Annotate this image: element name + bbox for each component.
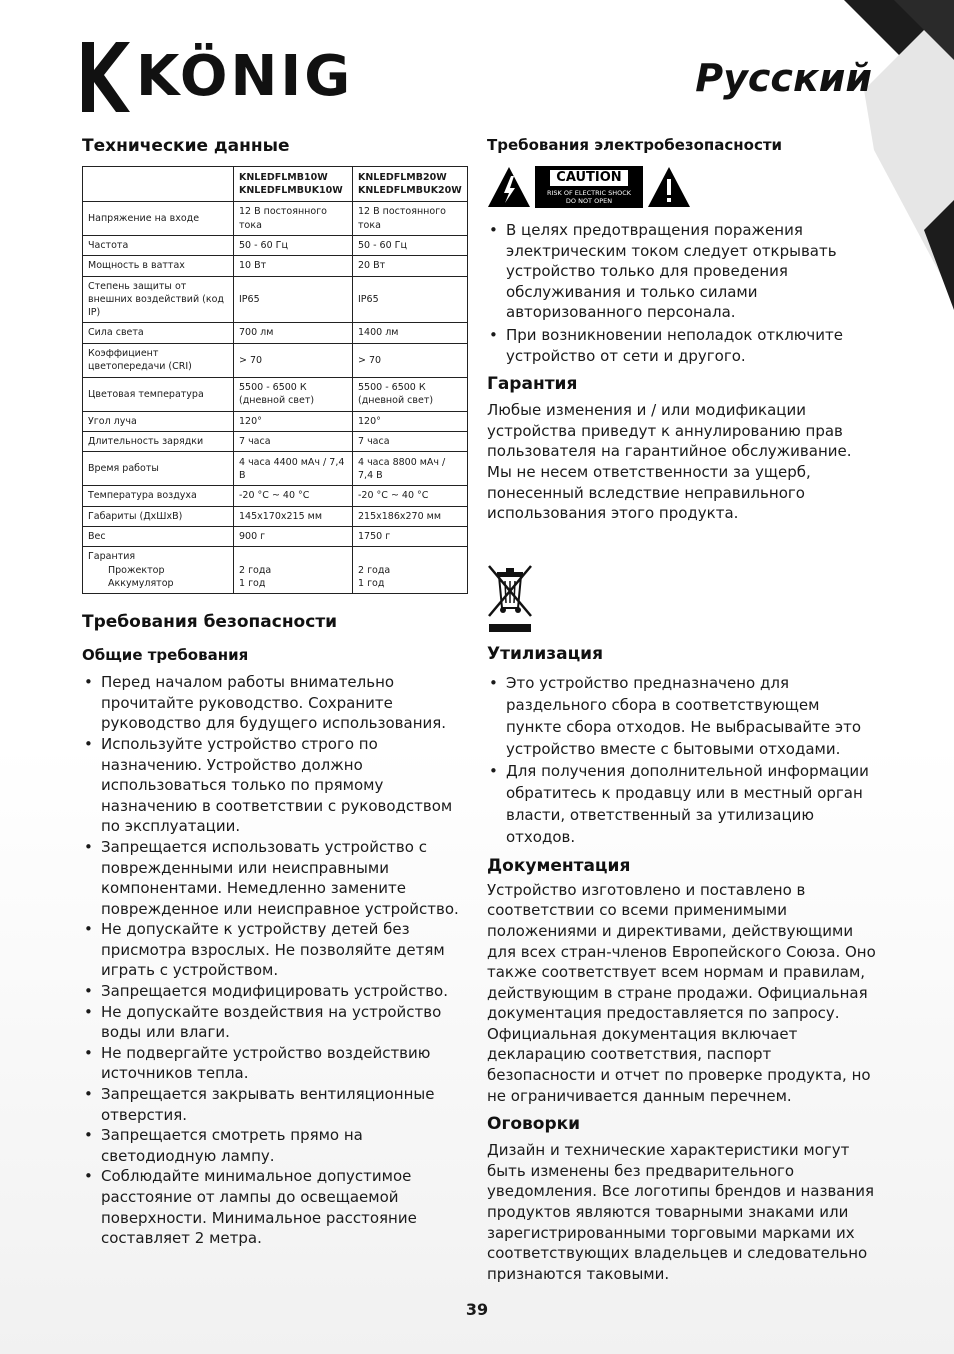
spec-value-10w: -20 °C ~ 40 °C bbox=[234, 486, 353, 506]
spec-label: Мощность в ваттах bbox=[83, 256, 234, 276]
model-uk20w-name: KNLEDFLMBUK20W bbox=[358, 185, 462, 196]
spec-value-10w: 145x170x215 мм bbox=[234, 506, 353, 526]
list-item: • Для получения дополнительной информации обратитесь к продавцу или в местный орган власти, ответственный за утилизацию отходов. bbox=[487, 760, 877, 848]
warranty-value: 1 год bbox=[358, 577, 385, 589]
spec-label: Длительность зарядки bbox=[83, 432, 234, 452]
caution-subtitle bbox=[547, 189, 631, 205]
spec-value-10w: 700 лм bbox=[234, 323, 353, 343]
disclaimer-text: Дизайн и технические характеристики могут быть изменены без предварительного уведомления. Все логотипы брендов и названия продуктов являются товарными знаками или зарегистрированными торговыми марками их соответствующих владельцев и следовательно признаются таковыми. bbox=[487, 1141, 875, 1283]
spec-value-10w: > 70 bbox=[234, 343, 353, 377]
spec-row-air-temp bbox=[83, 486, 468, 506]
spec-value-10w: 5500 - 6500 К (дневной свет) bbox=[234, 377, 353, 411]
spec-header-empty bbox=[83, 167, 234, 202]
caution-open-text: DO NOT OPEN bbox=[565, 197, 613, 205]
list-item: • Перед началом работы внимательно прочитайте руководство. Сохраните руководство для будущего использования. bbox=[82, 672, 468, 734]
disposal-list bbox=[487, 672, 877, 848]
warranty-sub-floodlight: Прожектор bbox=[108, 564, 165, 576]
spec-label: Габариты (ДхШхВ) bbox=[83, 506, 234, 526]
spec-label: Сила света bbox=[83, 323, 234, 343]
spec-label: Время работы bbox=[83, 452, 234, 486]
page-number: 39 bbox=[465, 1300, 489, 1319]
brand-logo bbox=[82, 42, 353, 112]
spec-label-warranty bbox=[83, 547, 234, 594]
spec-table bbox=[82, 166, 468, 594]
tech-data-heading: Технические данные bbox=[82, 136, 290, 156]
model-uk10w-name: KNLEDFLMBUK10W bbox=[239, 185, 343, 196]
spec-label: Коэффициент цветопередачи (CRI) bbox=[83, 343, 234, 377]
spec-value-20w: -20 °C ~ 40 °C bbox=[353, 486, 468, 506]
spec-label: Температура воздуха bbox=[83, 486, 234, 506]
spec-value-20w: 120° bbox=[353, 411, 468, 431]
spec-label: Угол луча bbox=[83, 411, 234, 431]
left-column bbox=[82, 136, 468, 1249]
spec-row-power bbox=[83, 256, 468, 276]
spec-label: Напряжение на входе bbox=[83, 202, 234, 236]
konig-k-mark-icon bbox=[82, 42, 130, 112]
electric-shock-warning-icon bbox=[487, 166, 531, 208]
list-item: • В целях предотвращения поражения электрическим током следует открывать устройство только для проведения обслуживания и только силами авторизованного персонала. bbox=[487, 220, 877, 323]
spec-value-20w: 1400 лм bbox=[353, 323, 468, 343]
disclaimer-heading: Оговорки bbox=[487, 1114, 581, 1135]
list-item: • Запрещается использовать устройство с поврежденными или неисправными компонентами. Немедленно замените поврежденное или неисправное устройство. bbox=[82, 837, 468, 919]
spec-header-model-20w bbox=[353, 167, 468, 202]
spec-value-10w: 7 часа bbox=[234, 432, 353, 452]
spec-value-10w: 120° bbox=[234, 411, 353, 431]
spec-value-10w: 50 - 60 Гц bbox=[234, 236, 353, 256]
warranty-value: 1 год bbox=[239, 577, 266, 589]
electrical-list bbox=[487, 220, 877, 366]
list-item: • При возникновении неполадок отключите устройство от сети и другого. bbox=[487, 325, 877, 366]
caution-risk-text: RISK OF ELECTRIC SHOCK bbox=[546, 189, 632, 197]
spec-value-20w: 7 часа bbox=[353, 432, 468, 452]
list-item: • Это устройство предназначено для раздельного сбора в соответствующем пункте сбора отходов. Не выбрасывайте это устройство вместе с бытовыми отходами. bbox=[487, 672, 877, 760]
spec-row-warranty bbox=[83, 547, 468, 594]
language-title: Русский bbox=[695, 56, 872, 100]
spec-value-10w: 4 часа 4400 мАч / 7,4 В bbox=[234, 452, 353, 486]
disposal-heading: Утилизация bbox=[487, 643, 604, 664]
spec-row-charge-time bbox=[83, 432, 468, 452]
list-item: • Запрещается закрывать вентиляционные отверстия. bbox=[82, 1084, 468, 1125]
spec-header-model-10w bbox=[234, 167, 353, 202]
spec-value-20w: 12 В постоянного тока bbox=[353, 202, 468, 236]
spec-value-10w: 10 Вт bbox=[234, 256, 353, 276]
caution-label bbox=[535, 166, 643, 208]
spec-label: Вес bbox=[83, 526, 234, 546]
spec-row-beam-angle bbox=[83, 411, 468, 431]
list-item: • Запрещается модифицировать устройство. bbox=[82, 981, 468, 1002]
warranty-value: 2 года bbox=[239, 564, 272, 576]
caution-title: CAUTION bbox=[549, 169, 628, 187]
spec-label: Цветовая температура bbox=[83, 377, 234, 411]
general-requirements-heading: Общие требования bbox=[82, 646, 249, 665]
spec-row-ip bbox=[83, 276, 468, 323]
documentation-heading: Документация bbox=[487, 855, 631, 876]
guarantee-heading: Гарантия bbox=[487, 374, 578, 395]
spec-row-color-temp bbox=[83, 377, 468, 411]
spec-value-20w: 20 Вт bbox=[353, 256, 468, 276]
warranty-value: 2 года bbox=[358, 564, 391, 576]
brand-name: KÖNIG bbox=[136, 44, 354, 109]
electrical-safety-heading: Требования электробезопасности bbox=[487, 136, 783, 154]
exclamation-warning-icon bbox=[647, 166, 691, 208]
spec-value-20w bbox=[353, 547, 468, 594]
spec-label: Степень защиты от внешних воздействий (код IP) bbox=[83, 276, 234, 323]
spec-value-20w: 4 часа 8800 мАч / 7,4 В bbox=[353, 452, 468, 486]
model-10w-name: KNLEDFLMB10W bbox=[239, 171, 328, 183]
spec-row-cri bbox=[83, 343, 468, 377]
guarantee-text: Любые изменения и / или модификации устройства приведут к аннулированию прав пользователя на гарантийное обслуживание. Мы не несем ответственности за ущерб, понесенный вследствие неправильного использования этого продукта. bbox=[487, 401, 852, 523]
warranty-label: Гарантия bbox=[88, 551, 136, 563]
spec-value-20w: IP65 bbox=[353, 276, 468, 323]
safety-heading: Требования безопасности bbox=[82, 612, 338, 633]
spec-row-run-time bbox=[83, 452, 468, 486]
spec-value-20w: 215x186x270 мм bbox=[353, 506, 468, 526]
spec-label: Частота bbox=[83, 236, 234, 256]
right-column bbox=[487, 136, 877, 1284]
spec-row-luminous bbox=[83, 323, 468, 343]
list-item: • Не подвергайте устройство воздействию источников тепла. bbox=[82, 1043, 468, 1084]
list-item: • Используйте устройство строго по назначению. Устройство должно использоваться только по прямому назначению в соответствии с руководством по эксплуатации. bbox=[82, 734, 468, 837]
warranty-sub-battery: Аккумулятор bbox=[108, 577, 174, 589]
spec-value-10w bbox=[234, 547, 353, 594]
weee-bin-icon bbox=[487, 564, 533, 634]
spec-value-10w: 900 г bbox=[234, 526, 353, 546]
spec-row-dimensions bbox=[83, 506, 468, 526]
spec-header-row bbox=[83, 167, 468, 202]
spec-value-20w: 5500 - 6500 К (дневной свет) bbox=[353, 377, 468, 411]
documentation-text: Устройство изготовлено и поставлено в соответствии со всеми применимыми положениями и директивами, действующими для всех стран-членов Европейского Союза. Оно также соответствует всем нормам и правилам, действующим в стране продажи. Официальная документация предоставляется по запросу. Официальная документация включает декларацию соответствия, паспорт безопасности и отчет по проверке продукта, но не ограничивается данным перечнем. bbox=[487, 880, 876, 1105]
spec-value-20w: > 70 bbox=[353, 343, 468, 377]
list-item: • Соблюдайте минимальное допустимое расстояние от лампы до освещаемой поверхности. Минимальное расстояние составляет 2 метра. bbox=[82, 1166, 468, 1248]
list-item: • Не допускайте к устройству детей без присмотра взрослых. Не позволяйте детям играть с устройством. bbox=[82, 919, 468, 981]
list-item: • Запрещается смотреть прямо на светодиодную лампу. bbox=[82, 1125, 468, 1166]
spec-row-weight bbox=[83, 526, 468, 546]
spec-value-20w: 50 - 60 Гц bbox=[353, 236, 468, 256]
spec-row-frequency bbox=[83, 236, 468, 256]
spec-value-10w: 12 В постоянного тока bbox=[234, 202, 353, 236]
safety-list bbox=[82, 672, 468, 1249]
spec-value-20w: 1750 г bbox=[353, 526, 468, 546]
spec-row-voltage bbox=[83, 202, 468, 236]
list-item: • Не допускайте воздействия на устройство воды или влаги. bbox=[82, 1002, 468, 1043]
spec-value-10w: IP65 bbox=[234, 276, 353, 323]
caution-symbols bbox=[487, 166, 877, 208]
model-20w-name: KNLEDFLMB20W bbox=[358, 171, 447, 183]
